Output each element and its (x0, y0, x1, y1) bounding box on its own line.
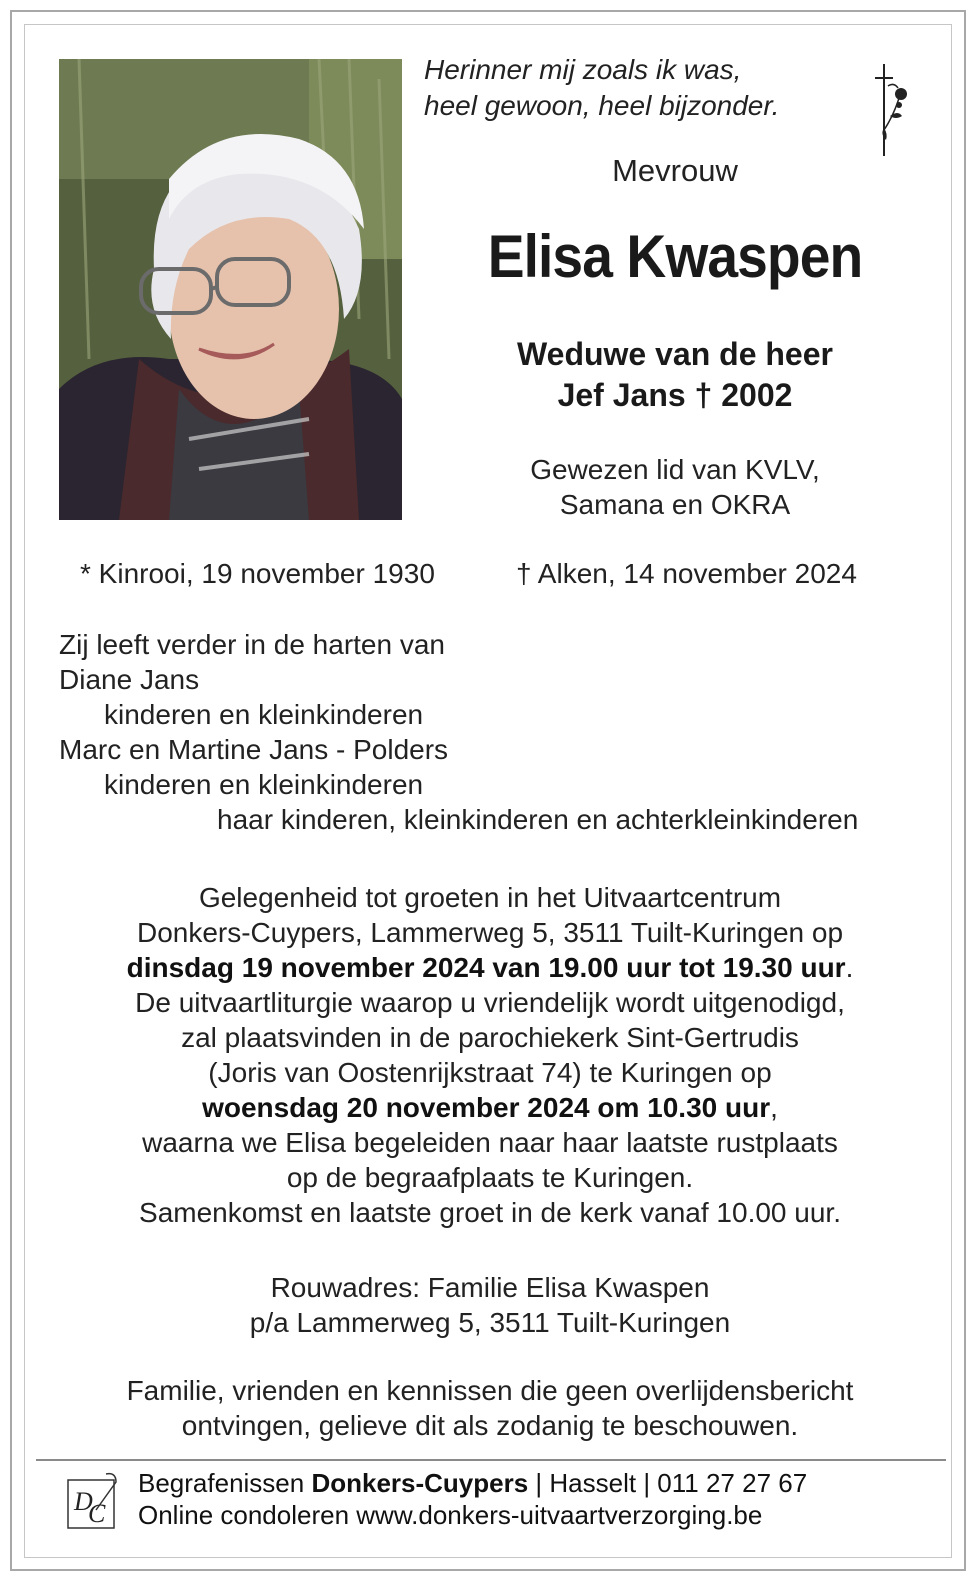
footer-prefix: Begrafenissen (138, 1468, 312, 1498)
death-date: † Alken, 14 november 2024 (516, 558, 857, 589)
birth-date: * Kinrooi, 19 november 1930 (80, 558, 435, 589)
footer (138, 1467, 807, 1531)
company-logo-icon (66, 1470, 120, 1532)
membership-line-1: Gewezen lid van KVLV, (530, 454, 820, 485)
deceased-name: Elisa Kwaspen (487, 223, 863, 290)
funeral-line: Samenkomst en laatste groet in de kerk vanaf 10.00 uur. (139, 1197, 841, 1228)
visitation-time-bold: dinsdag 19 november 2024 van 19.00 uur tot 19.30 uur (126, 952, 846, 983)
footer-phone: 011 27 27 67 (657, 1468, 808, 1498)
cross-with-rose-icon (870, 60, 920, 160)
funeral-line: Donkers-Cuypers, Lammerweg 5, 3511 Tuilt-Kuringen op (136, 917, 844, 948)
footer-divider (36, 1459, 946, 1461)
funeral-line: De uitvaartliturgie waarop u vriendelijk wordt uitgenodigd, (135, 987, 845, 1018)
funeral-line: waarna we Elisa begeleiden naar haar laatste rustplaats (142, 1127, 838, 1158)
family-line: haar kinderen, kleinkinderen en achterkleinkinderen (217, 804, 859, 835)
family-line: kinderen en kleinkinderen (104, 769, 424, 800)
family-line: Marc en Martine Jans - Polders (59, 734, 449, 765)
notice-line-2: ontvingen, gelieve dit als zodanig te beschouwen. (181, 1410, 799, 1441)
portrait-illustration (59, 59, 402, 520)
family-line: kinderen en kleinkinderen (104, 699, 424, 730)
memorial-quote (424, 52, 779, 124)
funeral-line: zal plaatsvinden in de parochiekerk Sint-Gertrudis (181, 1022, 799, 1053)
footer-city: Hasselt (549, 1468, 637, 1498)
footer-company-line (138, 1467, 807, 1499)
widow-line-1: Weduwe van de heer (517, 336, 833, 372)
footer-separator: | (528, 1468, 550, 1498)
membership (400, 452, 950, 522)
svg-text:C: C (88, 1499, 106, 1528)
widow-of (400, 334, 950, 416)
funeral-line: op de begraafplaats te Kuringen. (286, 1162, 694, 1193)
notice-text (30, 1373, 950, 1443)
footer-online-line (138, 1499, 807, 1531)
funeral-details (30, 880, 950, 1230)
footer-company: Donkers-Cuypers (311, 1468, 529, 1498)
visitation-time (30, 950, 950, 985)
widow-line-2: Jef Jans † 2002 (557, 377, 793, 413)
funeral-line: (Joris van Oostenrijkstraat 74) te Kuringen op (208, 1057, 772, 1088)
family-intro: Zij leeft verder in de harten van (59, 629, 445, 660)
family-list (59, 627, 858, 837)
service-time (30, 1090, 950, 1125)
membership-line-2: Samana en OKRA (559, 489, 791, 520)
portrait-photo (59, 59, 402, 520)
quote-line-1: Herinner mij zoals ik was, (424, 54, 742, 85)
punctuation: , (770, 1092, 778, 1123)
svg-text:D: D (74, 1487, 93, 1516)
punctuation: . (845, 952, 854, 983)
funeral-line: Gelegenheid tot groeten in het Uitvaartcentrum (198, 882, 782, 913)
footer-website-link[interactable]: www.donkers-uitvaartverzorging.be (356, 1500, 763, 1530)
service-time-bold: woensdag 20 november 2024 om 10.30 uur (202, 1092, 771, 1123)
family-line: Diane Jans (59, 664, 200, 695)
footer-online-label: Online condoleren (138, 1500, 357, 1530)
notice-line-1: Familie, vrienden en kennissen die geen overlijdensbericht (126, 1375, 854, 1406)
honorific: Mevrouw (612, 153, 738, 188)
address-line-1: Rouwadres: Familie Elisa Kwaspen (270, 1272, 710, 1303)
footer-separator: | (636, 1468, 658, 1498)
mourning-address (30, 1270, 950, 1340)
address-line-2: p/a Lammerweg 5, 3511 Tuilt-Kuringen (249, 1307, 731, 1338)
quote-line-2: heel gewoon, heel bijzonder. (424, 90, 780, 121)
